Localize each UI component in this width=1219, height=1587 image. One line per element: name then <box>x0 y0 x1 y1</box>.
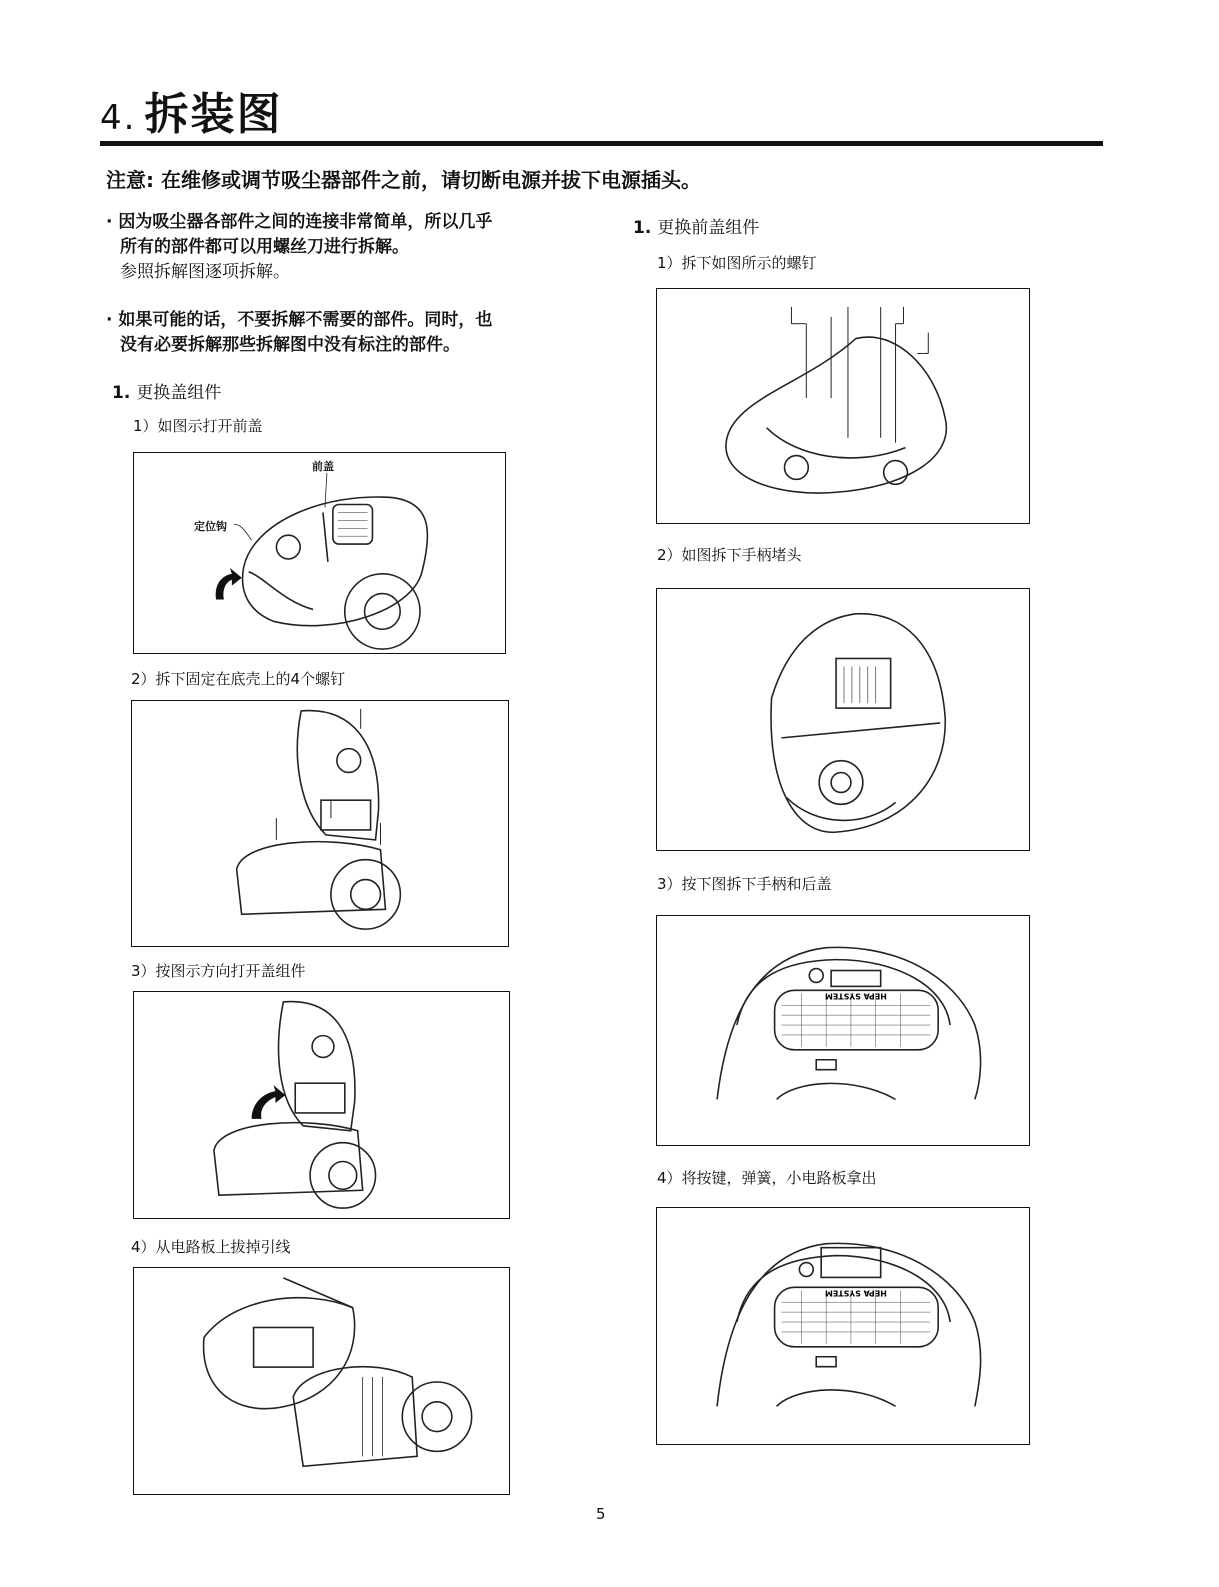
left-step-1-label: 1）如图示打开前盖 <box>133 417 263 435</box>
bullet-2-line2: 没有必要拆解那些拆解图中没有标注的部件。 <box>120 335 460 355</box>
back-cover-drawing <box>657 916 1029 1145</box>
front-cover-screws-drawing <box>657 289 1029 523</box>
left-step-2-label: 2）拆下固定在底壳上的4个螺钉 <box>131 670 346 688</box>
handle-cap-drawing <box>657 589 1029 850</box>
page-number: 5 <box>596 1505 606 1523</box>
left-section-heading <box>112 378 221 403</box>
bullet-1-line2: 所有的部件都可以用螺丝刀进行拆解。 <box>120 237 409 257</box>
bullet-1-line3: 参照拆解图逐项拆解。 <box>120 262 290 282</box>
figure-remove-button-spring-pcb <box>656 1207 1030 1445</box>
right-step-1-label: 1）拆下如图所示的螺钉 <box>657 254 817 272</box>
hepa-print-3: HEPA SYSTEM <box>824 991 887 1001</box>
vacuum-separated-drawing <box>134 1268 509 1494</box>
figure-remove-4-screws <box>131 700 509 947</box>
vacuum-open-lid-drawing <box>132 701 508 946</box>
hepa-print-4: HEPA SYSTEM <box>824 1288 887 1298</box>
right-step-4-label: 4）将按键，弹簧，小电路板拿出 <box>657 1169 877 1187</box>
vacuum-front-cover-drawing <box>134 453 505 653</box>
figure-remove-screws <box>656 288 1030 524</box>
bullet-1-line1: · 因为吸尘器各部件之间的连接非常简单，所以几乎 <box>106 212 493 232</box>
left-section-number: 1. <box>112 383 131 403</box>
left-step-3-label: 3）按图示方向打开盖组件 <box>131 962 306 980</box>
callout-front-cover: 前盖 <box>312 460 334 473</box>
right-section-title: 更换前盖组件 <box>657 218 760 238</box>
callout-hook: 定位钩 <box>194 520 227 533</box>
safety-notice: 注意: 在维修或调节吸尘器部件之前，请切断电源并拔下电源插头。 <box>106 168 701 192</box>
figure-open-front-cover <box>133 452 506 654</box>
pcb-removal-drawing <box>657 1208 1029 1444</box>
bullet-2-line1: · 如果可能的话，不要拆解不需要的部件。同时，也 <box>106 310 493 330</box>
right-step-3-label: 3）按下图拆下手柄和后盖 <box>657 875 832 893</box>
left-step-4-label: 4）从电路板上拔掉引线 <box>131 1238 291 1256</box>
left-section-title: 更换盖组件 <box>136 383 222 403</box>
vacuum-lid-rotate-drawing <box>134 992 509 1218</box>
page-title <box>100 78 282 142</box>
right-section-heading <box>633 213 759 238</box>
section-number: 4. <box>100 98 137 138</box>
right-section-number: 1. <box>633 218 652 238</box>
title-rule <box>100 141 1103 146</box>
bullet-2 <box>106 308 576 358</box>
section-title: 拆装图 <box>144 89 283 140</box>
figure-remove-handle-cap <box>656 588 1030 851</box>
figure-open-lid-assembly <box>133 991 510 1219</box>
figure-unplug-wires <box>133 1267 510 1495</box>
bullet-1 <box>106 210 576 285</box>
right-step-2-label: 2）如图拆下手柄堵头 <box>657 546 802 564</box>
figure-remove-handle-back-cover <box>656 915 1030 1146</box>
